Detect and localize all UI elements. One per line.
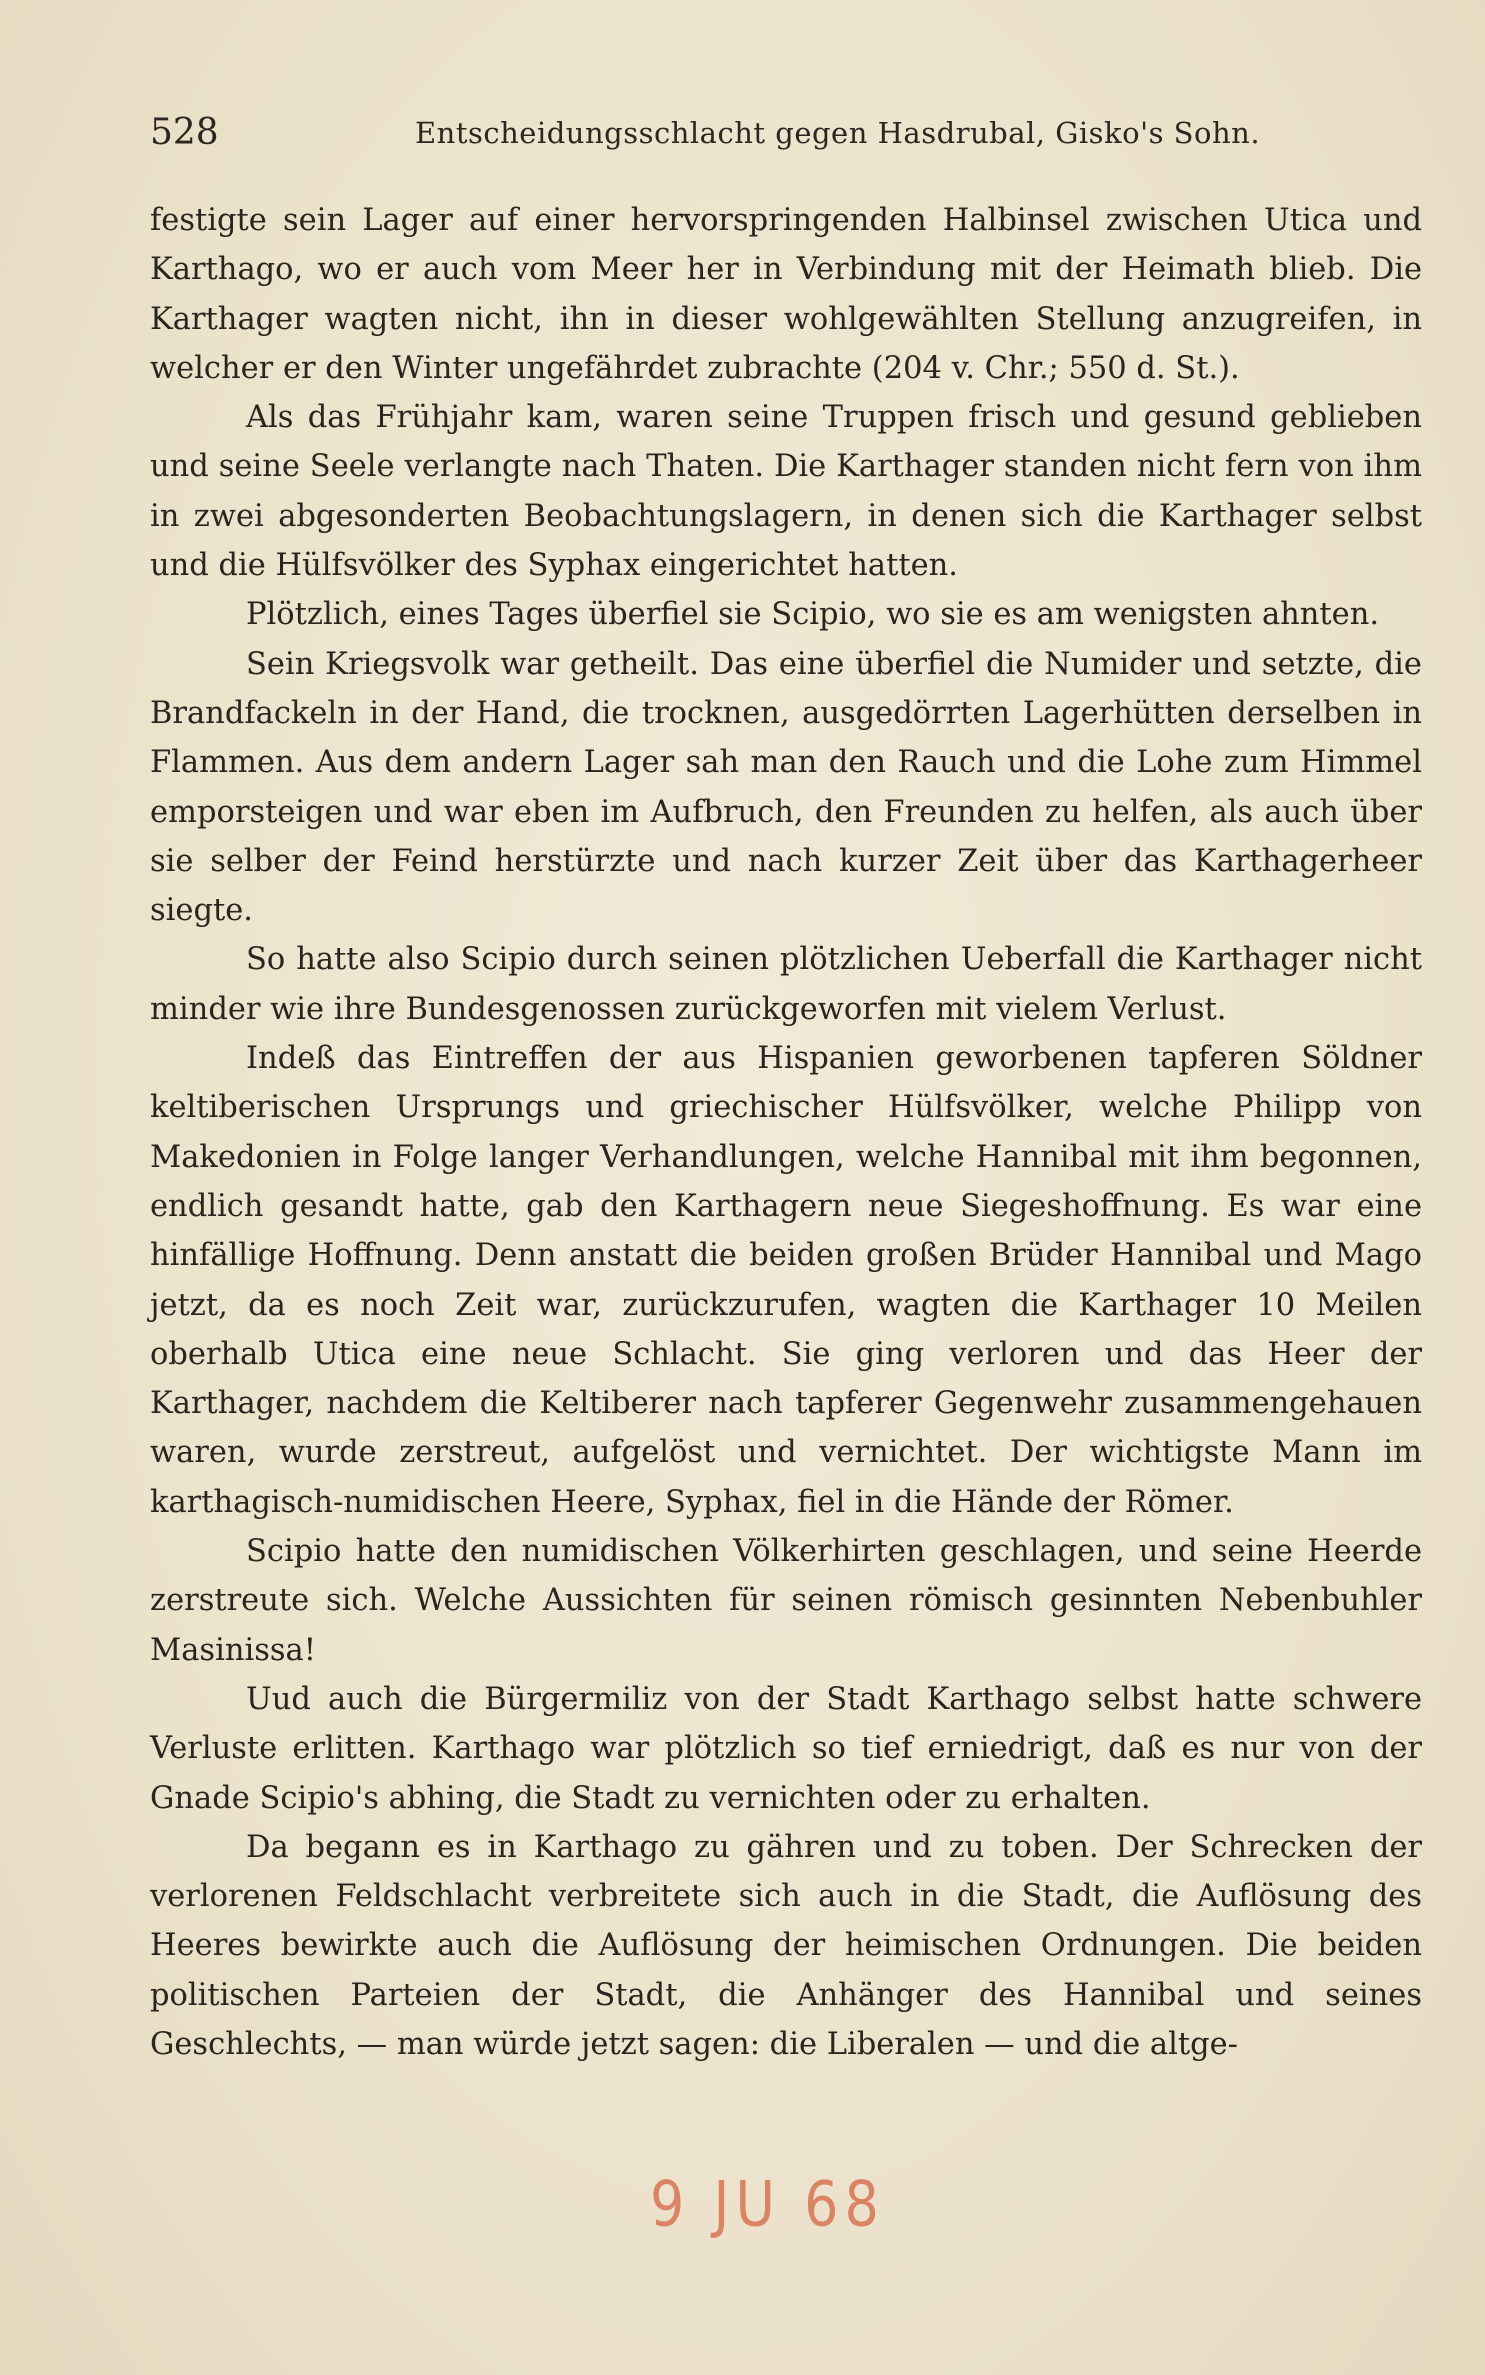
paragraph: Indeß das Eintreffen der aus Hispanien geworbenen tapferen Söldner keltiberischen Ursprungs und griechischer Hülfsvölker, welche Philipp von Makedonien in Folge langer Verhandlungen, welche Hannibal mit ihm begonnen, endlich gesandt hatte, gab den Karthagern neue Siegeshoffnung. Es war eine hinfällige Hoffnung. Denn anstatt die beiden großen Brüder Hannibal und Mago jetzt, da es noch Zeit war, zurückzurufen, wagten die Karthager 10 Meilen oberhalb Utica eine neue Schlacht. Sie ging verloren und das Heer der Karthager, nachdem die Keltiberer nach tapferer Gegenwehr zusammengehauen waren, wurde zerstreut, aufgelöst und vernichtet. Der wichtigste Mann im karthagisch-numidischen Heere, Syphax, fiel in die Hände der Römer. — [150, 1041, 1422, 1520]
page-header — [150, 112, 1420, 162]
paragraph: Scipio hatte den numidischen Völkerhirten geschlagen, und seine Heerde zerstreute sich. Welche Aussichten für seinen römisch gesinnten Nebenbuhler Masinissa! — [150, 1534, 1422, 1668]
running-head: Entscheidungsschlacht gegen Hasdrubal, Gisko's Sohn. — [415, 116, 1261, 150]
paragraph: Sein Kriegsvolk war getheilt. Das eine überfiel die Numider und setzte, die Brandfackeln in der Hand, die trocknen, ausgedörrten Lagerhütten derselben in Flammen. Aus dem andern Lager sah man den Rauch und die Lohe zum Himmel emporsteigen und war eben im Aufbruch, den Freunden zu helfen, als auch über sie selber der Feind herstürzte und nach kurzer Zeit über das Karthagerheer siegte. — [150, 646, 1422, 929]
paragraph: So hatte also Scipio durch seinen plötzlichen Ueberfall die Karthager nicht minder wie ihre Bundesgenossen zurückgeworfen mit vielem Verlust. — [150, 942, 1422, 1027]
paragraph: Da begann es in Karthago zu gähren und zu toben. Der Schrecken der verlorenen Feldschlacht verbreitete sich auch in die Stadt, die Auflösung des Heeres bewirkte auch die Auflösung der heimischen Ordnungen. Die beiden politischen Parteien der Stadt, die Anhänger des Hannibal und seines Geschlechts, — man würde jetzt sagen: die Liberalen — und die altge- — [150, 1829, 1422, 2062]
page-number: 528 — [150, 112, 219, 153]
paragraph: Als das Frühjahr kam, waren seine Truppen frisch und gesund geblieben und seine Seele verlangte nach Thaten. Die Karthager standen nicht fern von ihm in zwei abgesonderten Beobachtungslagern, in denen sich die Karthager selbst und die Hülfsvölker des Syphax eingerichtet hatten. — [150, 400, 1422, 584]
body-text — [150, 196, 1422, 2069]
paragraph: festigte sein Lager auf einer hervorspringenden Halbinsel zwischen Utica und Karthago, wo er auch vom Meer her in Verbindung mit der Heimath blieb. Die Karthager wagten nicht, ihn in dieser wohlgewählten Stellung anzugreifen, in welcher er den Winter ungefährdet zubrachte (204 v. Chr.; 550 d. St.). — [150, 203, 1422, 386]
library-date-stamp: 9 JU 68 — [650, 2168, 885, 2241]
paragraph: Uud auch die Bürgermiliz von der Stadt Karthago selbst hatte schwere Verluste erlitten. Karthago war plötzlich so tief erniedrigt, daß es nur von der Gnade Scipio's abhing, die Stadt zu vernichten oder zu erhalten. — [150, 1681, 1422, 1816]
paragraph: Plötzlich, eines Tages überfiel sie Scipio, wo sie es am wenigsten ahnten. — [246, 597, 1380, 633]
